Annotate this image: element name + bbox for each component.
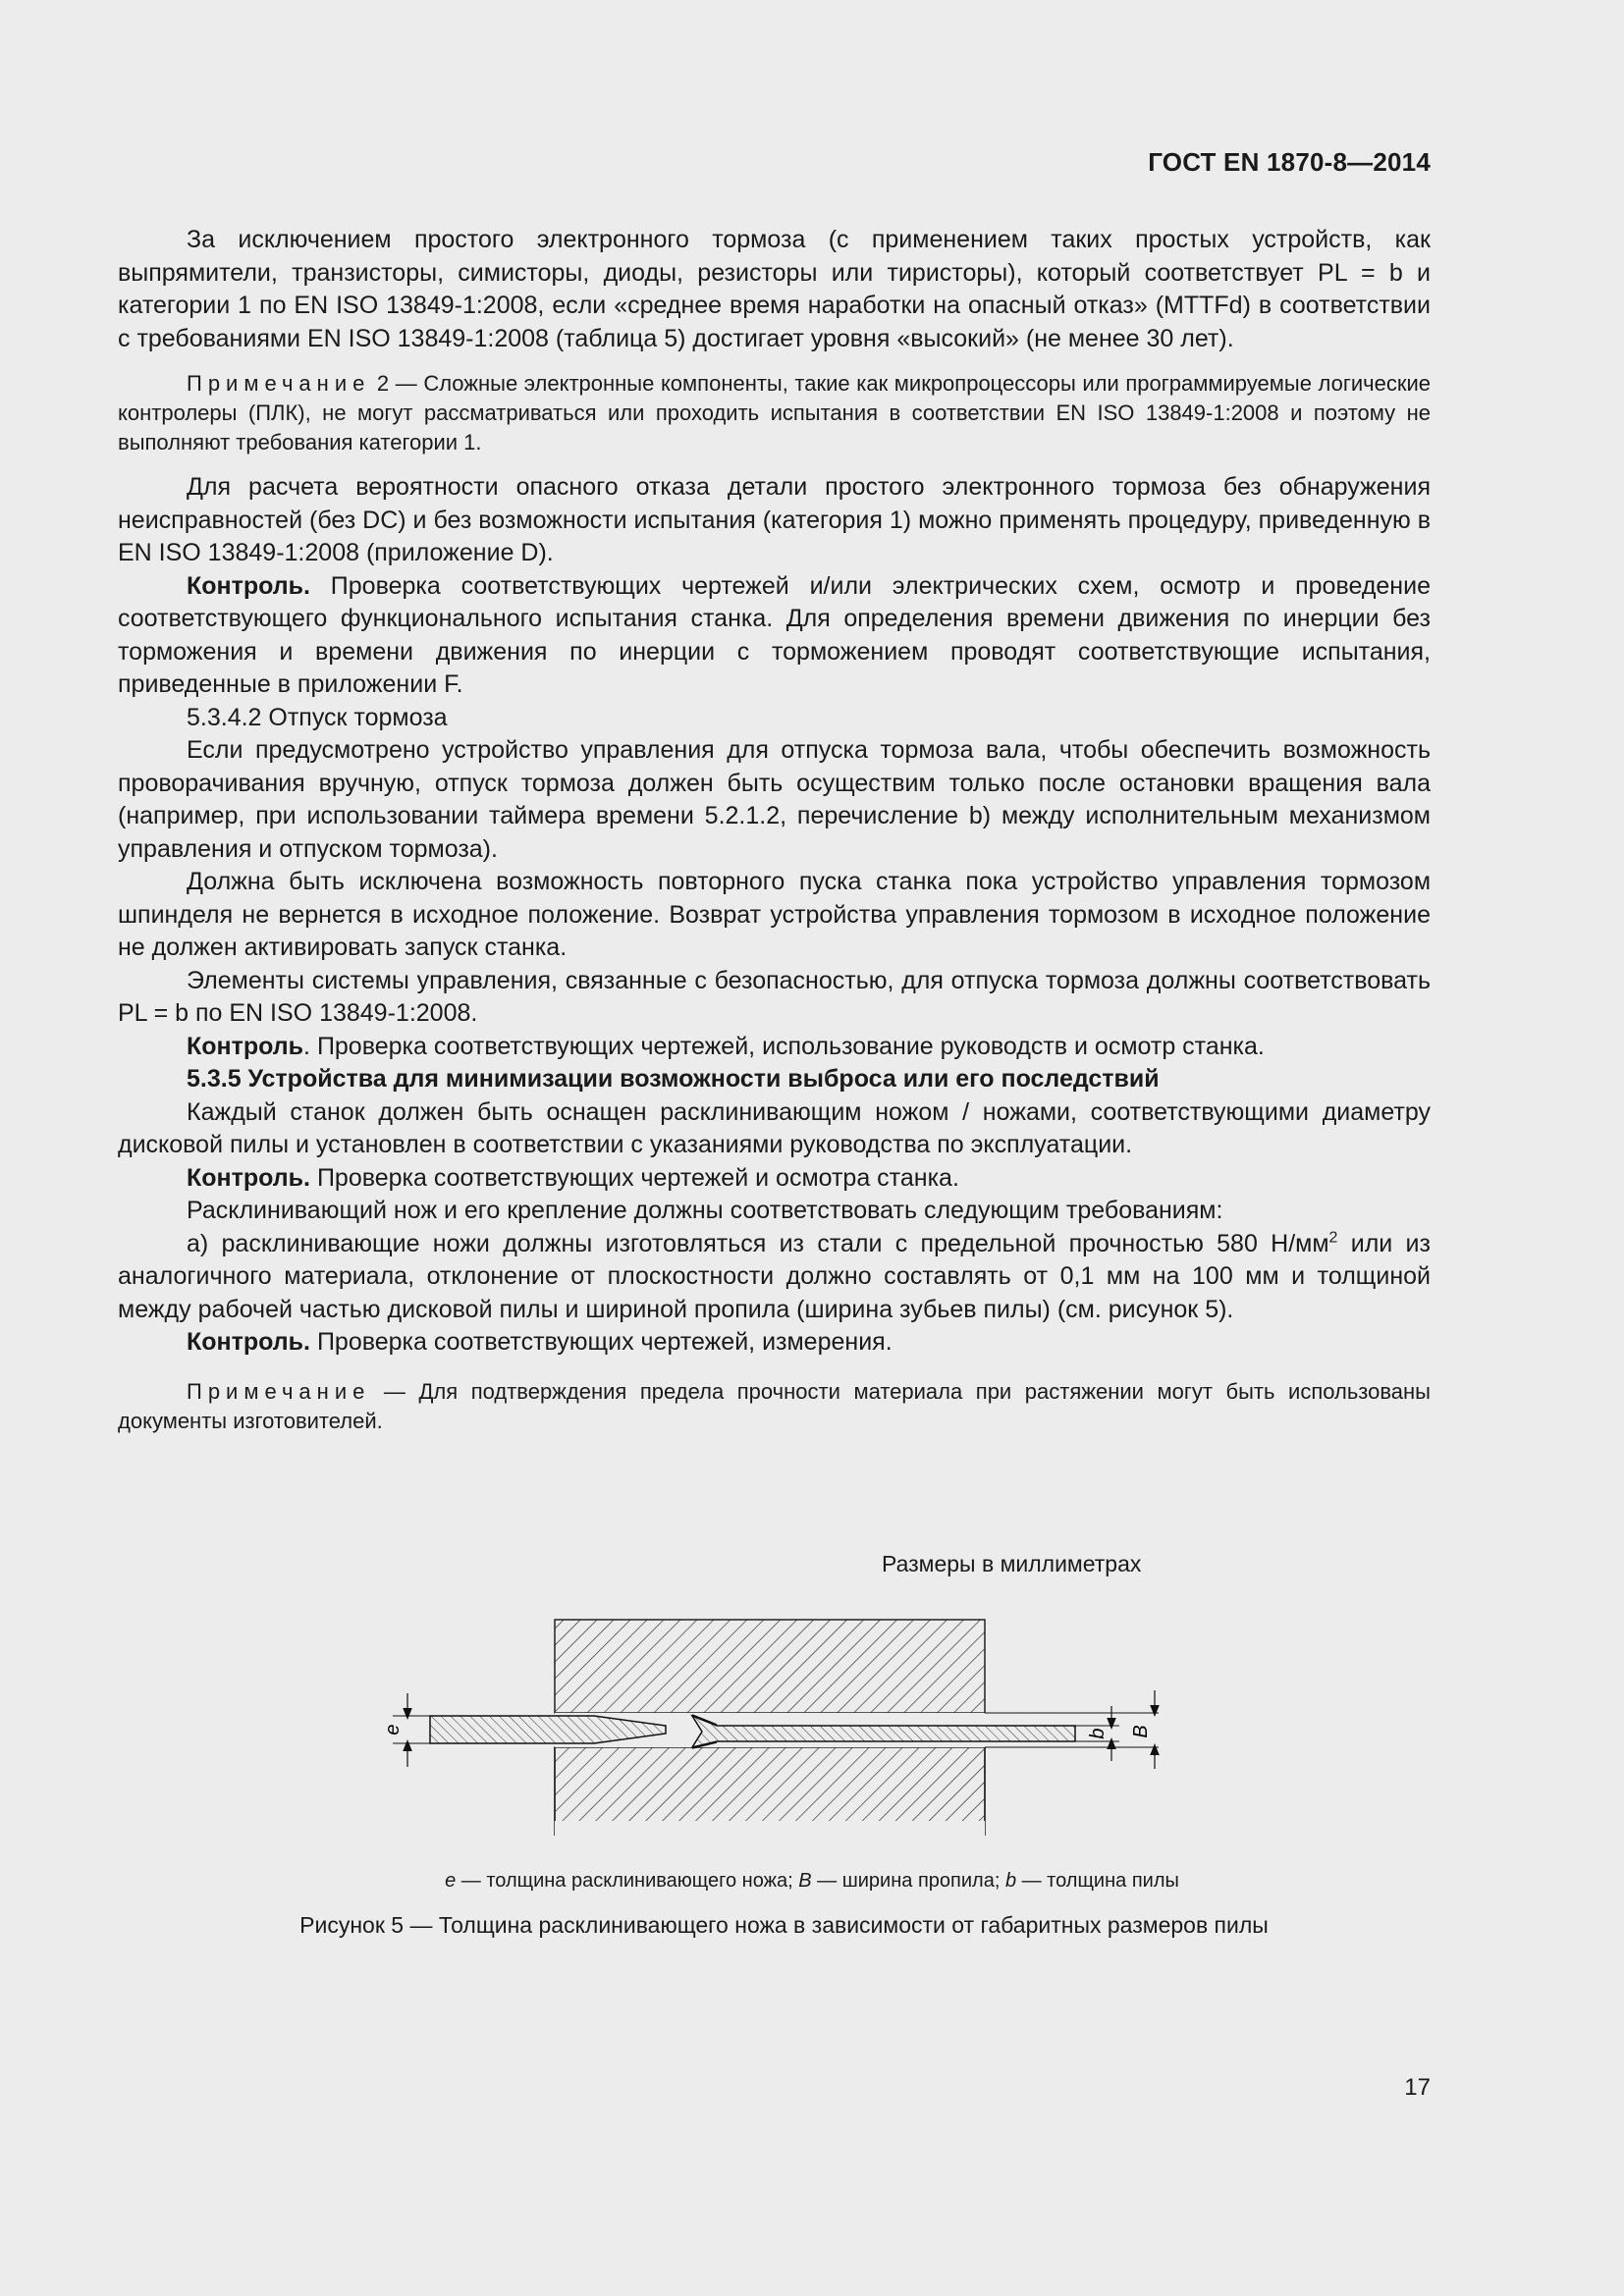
bold-heading: 5.3.5 Устройства для минимизации возможности выброса или его последствий [187,1065,1160,1093]
paragraph [118,1031,1431,1064]
dim-label-B: B [1130,1725,1152,1738]
paragraph: Расклинивающий нож и его крепление должны соответствовать следующим требованиям: [187,1197,1223,1224]
note-2 [118,369,1431,457]
bold-lead: Контроль. [187,1163,310,1192]
paragraph-text: а) расклинивающие ножи должны изготовляться из стали с предельной прочностью 580 Н/мм [187,1229,1329,1257]
dim-label-b: b [1087,1728,1109,1739]
legend-symbol: e [445,1870,457,1892]
paragraph-text: Проверка соответствующих чертежей и/или электрических схем, осмотр и проведение соответствующего функционального испытания станка. Для определения времени движения по инерции без торможения и времени движения по инерции с торможением проводят соответствующие испытания, приведенные в приложении F. [118,571,1431,698]
paragraph: Должна быть исключена возможность повторного пуска станка пока устройство управления тормозом шпинделя не вернется в исходное положение. Возврат устройства управления тормозом в исходное положение не должен активировать запуск станка. [118,868,1431,961]
legend-text: — ширина пропила; [811,1870,1005,1892]
page-number: 17 [1404,2074,1431,2101]
bold-lead: Контроль. [187,571,310,600]
dim-label-e: e [382,1724,404,1735]
paragraph-text: . Проверка соответствующих чертежей, использование руководств и осмотр станка. [303,1032,1265,1060]
bold-lead: Контроль. [187,1328,310,1356]
paragraph: Для расчета вероятности опасного отказа детали простого электронного тормоза без обнаружения неисправностей (без DC) и без возможности испытания (категория 1) можно применять процедуру, приведенную в EN ISO 13849-1:2008 (приложение D). [118,473,1431,566]
upper-workpiece [555,1620,985,1713]
main-text [118,224,1431,1436]
paragraph-text: или из аналогичного материала, отклонение от плоскостности должно составлять от 0,1 мм на 100 мм и толщиной между рабочей частью дисковой пилы и шириной пропила (ширина зубьев пилы) (см. рисунок 5). [118,1229,1431,1323]
note-3 [118,1377,1431,1436]
riving-knife-figure [373,1610,1188,1836]
figure-legend [0,1870,1624,1893]
paragraph [118,570,1431,702]
paragraph [118,1162,1431,1196]
note-label: Примечание [187,371,371,396]
legend-text: — толщина расклинивающего ножа; [456,1870,799,1892]
figure-caption: Рисунок 5 — Толщина расклинивающего ножа в зависимости от габаритных размеров пилы [299,1912,1269,1938]
note-text: 2 — Сложные электронные компоненты, такие как микропроцессоры или программируемые логические контролеры (ПЛК), не могут рассматриваться или проходить испытания в соответствии EN ISO 13849-1:2008 и поэтому не выполняют требования категории 1. [118,371,1431,454]
paragraph: Каждый станок должен быть оснащен расклинивающим ножом / ножами, соответствующими диаметру дисковой пилы и установлен в соответствии с указаниями руководства по эксплуатации. [118,1097,1431,1158]
paragraph-text: Проверка соответствующих чертежей и осмотра станка. [310,1163,959,1192]
note-text: — Для подтверждения предела прочности материала при растяжении могут быть использованы документы изготовителей. [118,1378,1431,1433]
legend-text: — толщина пилы [1016,1870,1179,1892]
superscript: 2 [1328,1229,1338,1247]
paragraph: Элементы системы управления, связанные с безопасностью, для отпуска тормоза должны соответствовать PL = b по EN ISO 13849-1:2008. [118,966,1431,1027]
legend-symbol: B [798,1870,812,1892]
document-header: ГОСТ EN 1870-8—2014 [1148,147,1431,177]
legend-symbol: b [1004,1870,1017,1892]
paragraph-text: Проверка соответствующих чертежей, измерения. [310,1328,893,1356]
paragraph: За исключением простого электронного тормоза (с применением таких простых устройств, как выпрямители, транзисторы, симисторы, диоды, резисторы или тиристоры), который соответствует PL = b и категории 1 по EN ISO 13849-1:2008, если «среднее время наработки на опасный отказ» (MTTFd) в соответствии с требованиями EN ISO 13849-1:2008 (таблица 5) достигает уровня «высокий» (не менее 30 лет). [118,226,1431,352]
section-heading [118,1063,1431,1096]
dimensions-note: Размеры в миллиметрах [882,1551,1142,1576]
section-heading: 5.3.4.2 Отпуск тормоза [187,703,448,731]
bold-lead: Контроль [187,1032,304,1060]
paragraph: Если предусмотрено устройство управления для отпуска тормоза вала, чтобы обеспечить возможность проворачивания вручную, отпуск тормоза должен быть осуществим только после остановки вращения вала (например, при использовании таймера времени 5.2.1.2, перечисление b) между исполнительным механизмом управления и отпуском тормоза). [118,736,1431,863]
paragraph [118,1326,1431,1360]
paragraph [118,1228,1431,1327]
note-label: Примечание [187,1378,371,1404]
